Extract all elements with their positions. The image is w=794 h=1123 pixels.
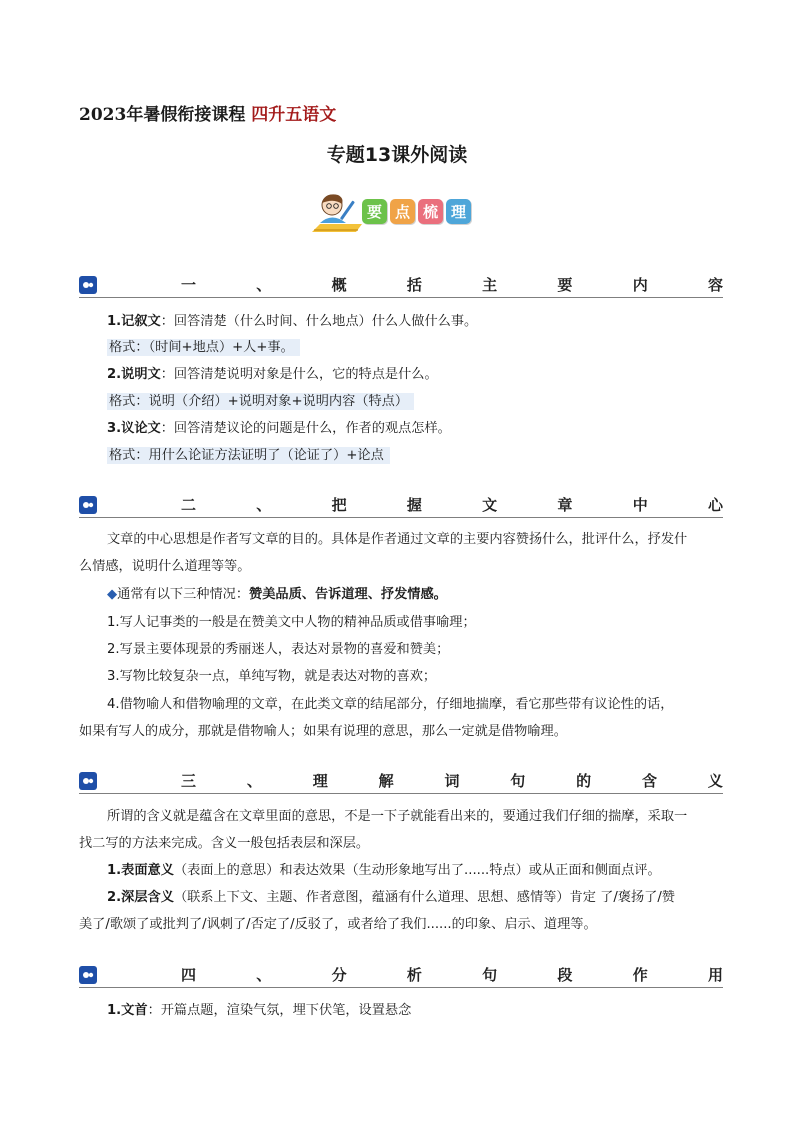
section-header-central-idea — [79, 492, 723, 518]
banner-chips — [362, 199, 471, 224]
section-header-meaning — [79, 768, 723, 794]
body-line: 格式：用什么论证方法证明了（论证了）+论点 — [107, 447, 390, 465]
body-line: 美了/歌颂了或批判了/讽刺了/否定了/反驳了，或者给了我们......的印象、启示、道理等。 — [79, 917, 597, 932]
course-title — [79, 100, 336, 125]
body-line: 4.借物喻人和借物喻理的文章，在此类文章的结尾部分，仔细地揣摩，看它那些带有议论性的话， — [107, 697, 674, 712]
body-line: 找二写的方法来完成。含义一般包括表层和深层。 — [79, 836, 370, 851]
course-title-accent: 四升五语文 — [251, 105, 337, 125]
body-line: 1.写人记事类的一般是在赞美文中人物的精神品质或借事喻理； — [107, 615, 476, 630]
body-line: 3.议论文：回答清楚议论的问题是什么，作者的观点怎样。 — [107, 421, 451, 436]
topic-title: 专题13课外阅读 — [326, 144, 468, 166]
body-line: 1.表面意义（表面上的意思）和表达效果（生动形象地写出了......特点）或从正面和侧面点评。 — [107, 863, 661, 878]
section-title: 三 、 理 解 词 句 的 含 义 — [181, 771, 723, 790]
section-bullet-icon — [79, 966, 97, 984]
section-title: 二 、 把 握 文 章 中 心 — [181, 495, 723, 514]
section-divider — [79, 987, 723, 988]
body-line: 么情感，说明什么道理等等。 — [79, 559, 251, 574]
student-mascot-icon — [308, 190, 364, 236]
body-line: 所谓的含义就是蕴含在文章里面的意思，不是一下子就能看出来的，要通过我们仔细的揣摩，采取一 — [107, 809, 688, 824]
banner-chip: 点 — [390, 199, 415, 224]
section-bullet-icon — [79, 772, 97, 790]
section-header-function — [79, 962, 723, 988]
body-line: 1.文首：开篇点题，渲染气氛，埋下伏笔，设置悬念 — [107, 1003, 412, 1018]
course-title-prefix: 2023年暑假衔接课程 — [79, 105, 246, 125]
diamond-bullet-icon: ◆ — [107, 587, 118, 602]
section-bullet-icon — [79, 276, 97, 294]
section-divider — [79, 793, 723, 794]
section-title: 四 、 分 析 句 段 作 用 — [181, 965, 723, 984]
section-header-summary — [79, 272, 723, 298]
section-divider — [79, 297, 723, 298]
section-divider — [79, 517, 723, 518]
key-points-banner — [308, 190, 493, 236]
section-title: 一 、 概 括 主 要 内 容 — [181, 275, 723, 294]
banner-chip: 梳 — [418, 199, 443, 224]
body-line: 格式：说明（介绍）+说明对象+说明内容（特点） — [107, 393, 414, 411]
body-line: 3.写物比较复杂一点，单纯写物，就是表达对物的喜欢； — [107, 669, 437, 684]
body-line: 2.写景主要体现景的秀丽迷人，表达对景物的喜爱和赞美； — [107, 642, 450, 657]
body-line: 2.说明文：回答清楚说明对象是什么，它的特点是什么。 — [107, 367, 438, 382]
body-line: 2.深层含义（联系上下文、主题、作者意图，蕴涵有什么道理、思想、感情等）肯定 了/褒扬了/赞 — [107, 890, 675, 905]
body-line: ◆通常有以下三种情况：赞美品质、告诉道理、抒发情感。 — [107, 587, 447, 602]
body-line: 格式：（时间+地点）+人+事。 — [107, 339, 300, 357]
banner-chip: 理 — [446, 199, 471, 224]
section-bullet-icon — [79, 496, 97, 514]
body-line: 文章的中心思想是作者写文章的目的。具体是作者通过文章的主要内容赞扬什么，批评什么，抒发什 — [107, 532, 688, 547]
body-line: 如果有写人的成分，那就是借物喻人；如果有说理的意思，那么一定就是借物喻理。 — [79, 724, 567, 739]
body-line: 1.记叙文：回答清楚（什么时间、什么地点）什么人做什么事。 — [107, 314, 478, 329]
banner-chip: 要 — [362, 199, 387, 224]
